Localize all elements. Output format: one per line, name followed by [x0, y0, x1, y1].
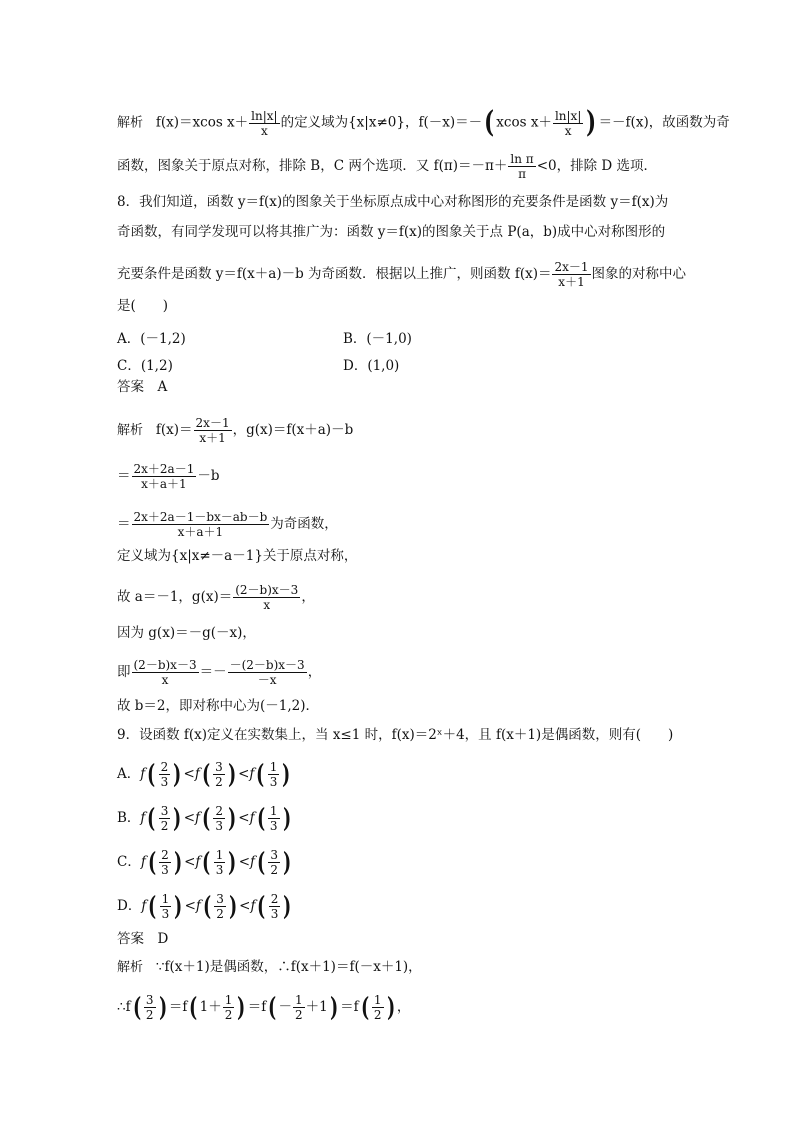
prev-solution-line-1: [117, 105, 730, 140]
q8-line-3: [117, 260, 686, 289]
q8-solution-line-1: [117, 416, 353, 445]
text: 为奇函数，: [270, 516, 338, 532]
fraction: $\frac{(2-b)x-3}{x}$: [235, 583, 299, 612]
q8-line-2: 奇函数，有同学发现可以将其推广为：函数 y＝f(x)的图象关于点 P(a，b)成中心对称图形的: [117, 224, 666, 240]
text: ，g(x)＝f(x＋a)－b: [232, 422, 354, 438]
q8-solution-line-4: 定义域为{x|x≠－a－1}关于原点对称，: [117, 548, 358, 564]
left-paren: (: [484, 105, 495, 140]
right-paren: ): [586, 105, 597, 140]
q9-option-d: D．f( $\frac{1}{3}$ ) <f( $\frac{3}{2}$ ) <f( $\frac{2}{3}$ ): [117, 891, 292, 922]
solution-label: 解析: [117, 423, 144, 438]
q8-option-a: A．(－1,2): [117, 331, 186, 347]
q9-answer: 答案 D: [117, 931, 169, 947]
fraction: $\frac{2x-1}{x+1}$: [554, 260, 589, 289]
fraction: $\frac{2x-1}{x+1}$: [195, 416, 230, 445]
text: 的定义域为{x|x≠0}，f(－x)＝－: [280, 114, 483, 131]
solution-label: 解析: [117, 960, 144, 975]
q9-solution-line-1: [117, 961, 422, 975]
text: f(x)＝: [155, 422, 193, 438]
text: －b: [197, 468, 220, 484]
text: ，: [307, 664, 322, 680]
text: ＝－f(x)，故函数为奇: [598, 114, 730, 131]
text: <0，排除 D 选项．: [536, 158, 657, 174]
q8-line-4: 是( ): [117, 298, 169, 314]
text: 函数，图象关于原点对称，排除 B，C 两个选项．又 f(π)＝－π＋: [117, 158, 508, 174]
q8-option-b: B．(－1,0): [343, 331, 412, 347]
fraction: $\frac{(2-b)x-3}{x}$: [133, 658, 197, 687]
q8-solution-line-5: [117, 583, 315, 612]
q8-option-c: C．(1,2): [117, 358, 173, 374]
text: ＝: [117, 468, 131, 484]
solution-label: 解析: [117, 115, 144, 131]
fraction: $\frac{\text{ln π}}{\pi}$: [510, 152, 534, 181]
fraction: $\frac{2x+2a-1-bx-ab-b}{x+a+1}$: [133, 510, 268, 539]
text: 即: [117, 664, 131, 680]
text: xcos x＋: [496, 114, 552, 131]
text: 充要条件是函数 y＝f(x＋a)－b 为奇函数．根据以上推广，则函数 f(x)＝: [117, 266, 552, 282]
q9-solution-line-2: ∴f( $\frac{3}{2}$ ) ＝f( 1＋ $\frac{1}{2}$ ) ＝f( － $\frac{1}{2}$ ＋1) ＝f( $\frac{1}{2}$ ) ，: [117, 992, 411, 1023]
fraction: $\frac{-(2-b)x-3}{-x}$: [229, 658, 305, 687]
q8-line-1: 8．我们知道，函数 y＝f(x)的图象关于坐标原点成中心对称图形的充要条件是函数 y＝f(x)为: [117, 194, 669, 210]
q8-solution-line-2: [117, 462, 219, 491]
text: f(x)＝xcos x＋: [155, 114, 249, 131]
q9-option-a: A．f( $\frac{2}{3}$ ) <f( $\frac{3}{2}$ ) <f( $\frac{1}{3}$ ): [117, 759, 291, 790]
q9-option-c: C．f( $\frac{2}{3}$ ) <f( $\frac{1}{3}$ ) <f( $\frac{3}{2}$ ): [117, 847, 292, 878]
q9-line-1: 9．设函数 f(x)定义在实数集上，当 x≤1 时，f(x)＝2ˣ＋4，且 f(x＋1)是偶函数，则有( ): [117, 727, 674, 743]
q8-answer: 答案 A: [117, 379, 168, 395]
q8-solution-line-7: [117, 658, 321, 687]
q8-option-d: D．(1,0): [343, 358, 400, 374]
fraction: $\frac{\ln|x|}{x}$: [554, 108, 582, 138]
prev-solution-line-2: [117, 152, 657, 181]
text: 故 a＝－1，g(x)＝: [117, 589, 233, 605]
text: ＝: [117, 516, 131, 532]
q8-solution-line-3: [117, 510, 338, 539]
q8-solution-line-6: 因为 g(x)＝－g(－x)，: [117, 625, 256, 641]
q9-option-b: B．f( $\frac{3}{2}$ ) <f( $\frac{2}{3}$ ) <f( $\frac{1}{3}$ ): [117, 803, 291, 834]
text: ＝－: [199, 664, 227, 680]
text: ，: [301, 589, 315, 605]
text: ∵f(x＋1)是偶函数，∴f(x＋1)＝f(－x＋1)，: [155, 959, 422, 975]
fraction: $\frac{\ln|x|}{x}$: [251, 108, 278, 138]
fraction: $\frac{2x+2a-1}{x+a+1}$: [133, 462, 195, 491]
q8-solution-line-8: 故 b＝2，即对称中心为(－1,2)．: [117, 698, 320, 714]
text: 图象的对称中心: [591, 266, 687, 282]
